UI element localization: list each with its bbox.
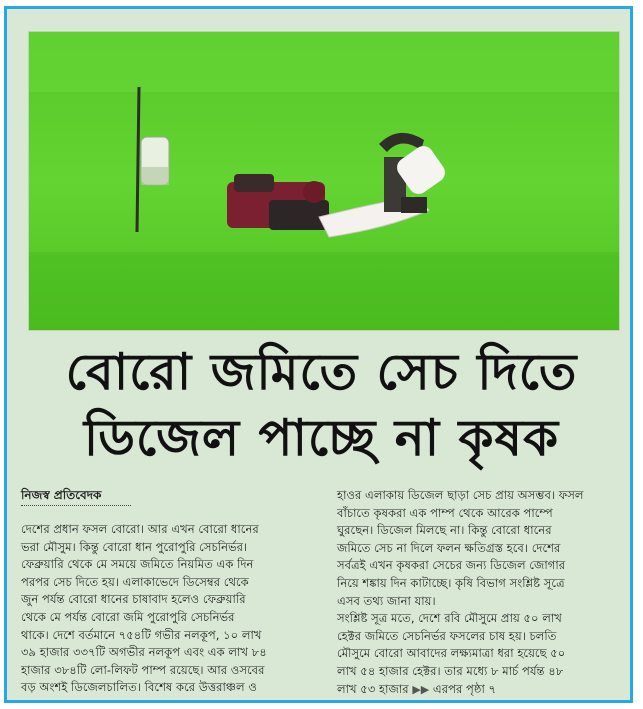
body-line: বড় অংশই ডিজেলচালিত। বিশেষ করে উত্তরাঞ্চল ও <box>21 680 257 695</box>
body-line: মৌসুমে বোরো আবাদের লক্ষ্যমাত্রা ধরা হয়েছে ৫০ <box>337 646 566 661</box>
body-line: সংশ্লিষ্ট সূত্র মতে, দেশে রবি মৌসুমে প্রায় ৫০ লাখ <box>337 611 562 626</box>
body-line: ফেব্রুয়ারি থেকে মে সময়ে জমিতে নিয়মিত এক দিন <box>21 557 254 572</box>
body-line: বাঁচাতে কৃষকরা এক পাম্প থেকে আরেক পাম্পে <box>337 505 553 520</box>
body-line: জমিতে সেচ না দিলে ফলন ক্ষতিগ্রস্ত হবে। দেশের <box>337 540 561 555</box>
continue-arrow-icon: ▶▶ <box>412 682 430 696</box>
rice-field-pump-photo <box>29 32 619 330</box>
article-photo <box>28 31 620 331</box>
body-line: ৩৯ হাজার ৩৩৭টি অগভীর নলকূপ এবং এক লাখ ৮৪ <box>21 645 267 660</box>
body-line: থাকে। দেশে বর্তমানে ৭৫৪টি গভীর নলকূপ, ১০ লাখ <box>21 627 262 642</box>
byline-divider <box>21 505 131 506</box>
article-frame <box>4 6 633 703</box>
body-line: ভরা মৌসুম। কিন্তু বোরো ধান পুরোপুরি সেচনির্ভর। <box>21 539 248 554</box>
body-line: জুন পর্যন্ত বোরো ধানের চাষাবাদ হলেও ফেব্রুয়ারি <box>21 592 246 607</box>
body-line: নিয়ে শঙ্কায় দিন কাটাচ্ছে। কৃষি বিভাগ সংশ্লিষ্ট সূত্রে <box>337 575 565 590</box>
body-line: হাওর এলাকায় ডিজেল ছাড়া সেচ প্রায় অসম্ভব। ফসল <box>337 488 584 502</box>
body-line: থেকে মে পর্যন্ত বোরো জমি পুরোপুরি সেচনির্ভর <box>21 609 235 624</box>
headline-line-2: ডিজেল পাচ্ছে না কৃষক <box>83 409 560 467</box>
body-line: দেশের প্রধান ফসল বোরো। আর এখন বোরো ধানের <box>21 522 259 536</box>
body-line: হেক্টর জমিতে সেচনির্ভর ফসলের চাষ হয়। চলতি <box>337 628 557 643</box>
body-line: এসব তথ্য জানা যায়। <box>337 593 436 608</box>
body-line: সর্বত্রই এখন কৃষকরা সেচের জন্য ডিজেল জোগার <box>337 558 566 573</box>
body-line: লাখ ৫৪ হাজার হেক্টর। তার মধ্যে ৮ মার্চ পর্যন্ত ৪৮ <box>337 663 564 678</box>
body-line: হাজার ৩৮৪টি লো-লিফট পাম্প রয়েছে। আর ওসবের <box>21 662 265 677</box>
body-line: ঘুরছেন। ডিজেল মিলছে না। কিন্তু বোরো ধানের <box>337 523 552 538</box>
body-line-last <box>337 681 631 699</box>
body-column-2 <box>337 487 631 698</box>
byline: নিজস্ব প্রতিবেদক <box>21 488 102 502</box>
body-line: পরপর সেচ দিতে হয়। এলাকাভেদে ডিসেম্বর থেকে <box>21 574 249 589</box>
headline <box>7 339 636 471</box>
continued-on-page-link[interactable]: এরপর পৃষ্ঠা ৭ <box>432 681 497 696</box>
body-column-1 <box>21 521 321 697</box>
body-line: লাখ ৫৩ হাজার <box>337 681 409 696</box>
headline-line-1: বোরো জমিতে সেচ দিতে <box>65 343 578 401</box>
